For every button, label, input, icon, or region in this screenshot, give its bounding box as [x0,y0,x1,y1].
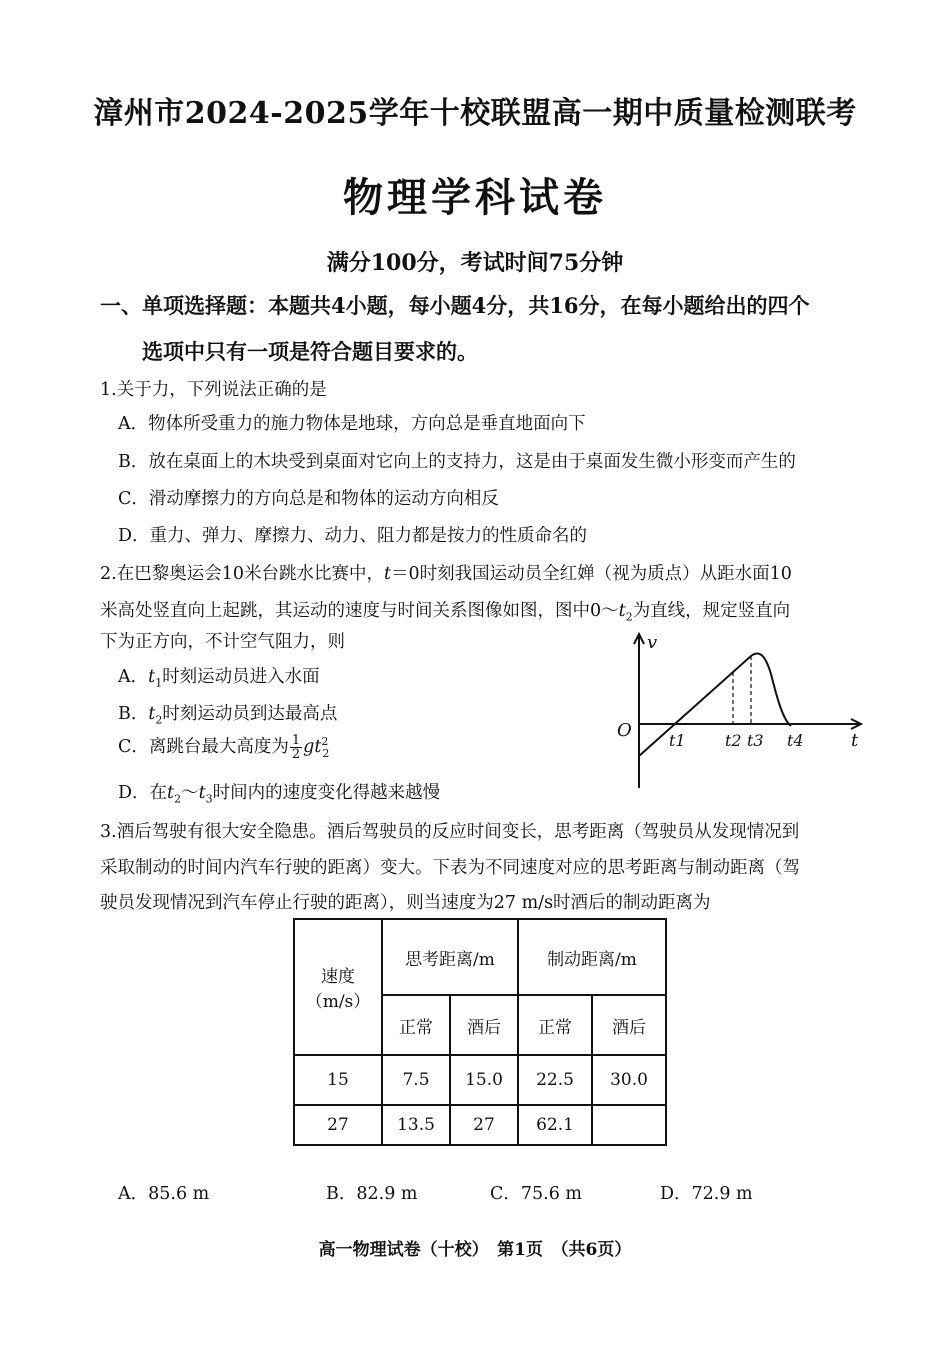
q1-stem: 1.关于力，下列说法正确的是 [100,380,327,400]
q3-stem-line1: 3.酒后驾驶有很大安全隐患。酒后驾驶员的反应时间变长，思考距离（驾驶员从发现情况到 [100,822,800,842]
q3-option-d: D．72.9 m [660,1184,753,1204]
t2-label: t2 [725,731,742,750]
t-axis-label: t [851,730,859,751]
table-cell: 13.5 [382,1105,450,1145]
braking-distance-table [293,918,667,1146]
page-footer: 高一物理试卷（十校） 第1页 （共6页） [318,1240,632,1260]
q2-stem-line3: 下为正方向，不计空气阻力，则 [100,632,345,652]
table-cell: 22.5 [518,1055,592,1105]
subject-title: 物理学科试卷 [343,174,607,221]
exam-info: 满分100分，考试时间75分钟 [326,250,624,276]
sub-header-think-normal: 正常 [382,995,450,1055]
sub-header-brake-normal: 正常 [518,995,592,1055]
v-axis-label: v [647,632,658,653]
table-cell: 7.5 [382,1055,450,1105]
table-cell: 15 [294,1055,382,1105]
t1-label: t1 [669,731,686,750]
sub-header-think-drunk: 酒后 [450,995,518,1055]
t3-label: t3 [747,731,764,750]
table-cell: 30.0 [592,1055,666,1105]
table-cell [592,1105,666,1145]
velocity-time-graph [605,628,875,798]
table-row [294,1105,666,1145]
section-heading-line1: 一、单项选择题：本题共4小题，每小题4分，共16分，在每小题给出的四个 [100,293,810,318]
brake-distance-header: 制动距离/m [518,919,666,995]
q1-option-b: B．放在桌面上的木块受到桌面对它向上的支持力，这是由于桌面发生微小形变而产生的 [118,452,796,472]
exam-title: 漳州市2024-2025学年十校联盟高一期中质量检测联考 [93,96,857,131]
q3-option-c: C．75.6 m [490,1184,583,1204]
q3-option-a: A．85.6 m [118,1184,210,1204]
think-distance-header: 思考距离/m [382,919,518,995]
table-cell: 27 [294,1105,382,1145]
q2-option-b: B．$t_2$时刻运动员到达最高点 [118,704,338,727]
section-heading-line2: 选项中只有一项是符合题目要求的。 [142,339,478,364]
q1-option-a: A．物体所受重力的施力物体是地球，方向总是垂直地面向下 [118,414,586,434]
table-cell: 27 [450,1105,518,1145]
table-row [294,1055,666,1105]
t4-label: t4 [787,731,804,750]
table-cell: 15.0 [450,1055,518,1105]
sub-header-brake-drunk: 酒后 [592,995,666,1055]
q2-option-a: A．$t_1$时刻运动员进入水面 [118,667,320,690]
fraction-one-half: $\frac{1}{2}$ [291,733,301,762]
q2-stem-line1: 2.在巴黎奥运会10米台跳水比赛中，t＝0时刻我国运动员全红婵（视为质点）从距水面10 [100,564,792,584]
q3-stem-line3: 驶员发现情况到汽车停止行驶的距离），则当速度为27 m/s时酒后的制动距离为 [100,893,711,913]
velocity-curve [639,653,791,756]
q3-stem-line2: 采取制动的时间内汽车行驶的距离）变大。下表为不同速度对应的思考距离与制动距离（驾 [100,858,800,878]
table-cell: 62.1 [518,1105,592,1145]
q1-option-d: D．重力、弹力、摩擦力、动力、阻力都是按力的性质命名的 [118,526,588,546]
q2-option-c: C．离跳台最大高度为 $\frac{1}{2}$ $gt^2_2$ [118,733,330,762]
q2-option-d: D．在$t_2\sim t_3$时间内的速度变化得越来越慢 [118,783,441,806]
q3-option-b: B．82.9 m [326,1184,418,1204]
speed-header-cell: 速度 （m/s） [294,919,382,1055]
origin-label: O [617,720,632,741]
q1-option-c: C．滑动摩擦力的方向总是和物体的运动方向相反 [118,489,499,509]
q2-stem-line2: 米高处竖直向上起跳，其运动的速度与时间关系图像如图，图中$0\sim t_2$为直线，规定竖直向 [100,601,791,624]
